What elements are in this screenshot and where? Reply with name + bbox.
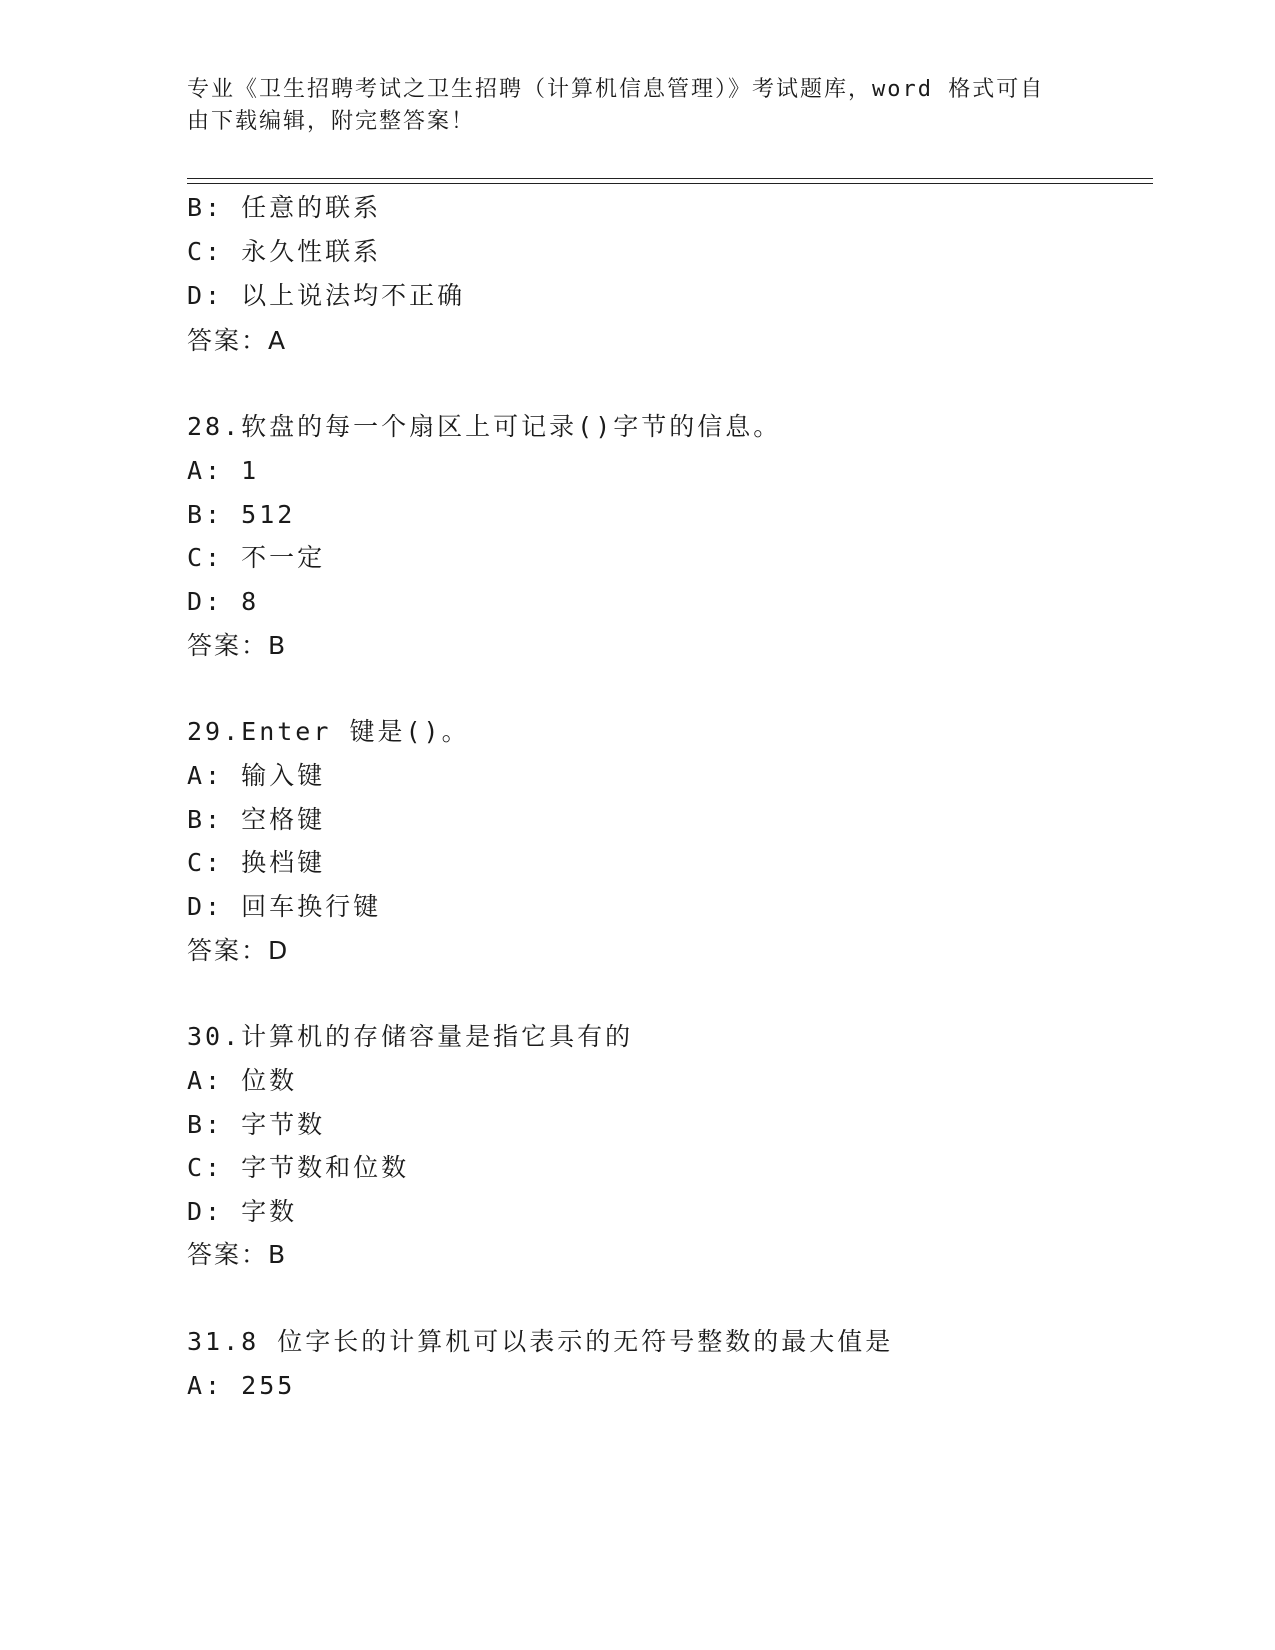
question-text: 30.计算机的存储容量是指它具有的	[187, 1022, 634, 1051]
answer: 答案：A	[187, 326, 288, 355]
option-a: A: 1	[187, 456, 260, 485]
option-c: C: 不一定	[187, 543, 326, 572]
option-d: D: 8	[187, 587, 260, 616]
option-b: B: 512	[187, 500, 296, 529]
option-b: B: 空格键	[187, 805, 326, 834]
option-b: B: 字节数	[187, 1110, 326, 1139]
document-header	[187, 74, 1087, 138]
answer: 答案：B	[187, 631, 288, 660]
option-c: C: 字节数和位数	[187, 1153, 410, 1182]
header-line-2: 由下载编辑，附完整答案！	[187, 109, 476, 134]
option-a: A: 255	[187, 1371, 296, 1400]
header-line-1: 专业《卫生招聘考试之卫生招聘（计算机信息管理）》考试题库，word 格式可自	[187, 77, 1045, 102]
header-rule-top	[187, 178, 1153, 179]
question-text: 31.8 位字长的计算机可以表示的无符号整数的最大值是	[187, 1327, 894, 1356]
option-d: D: 字数	[187, 1197, 298, 1226]
option-c: C: 永久性联系	[187, 237, 382, 266]
option-b: B: 任意的联系	[187, 193, 382, 222]
header-rule-bottom	[187, 183, 1153, 184]
option-d: D: 以上说法均不正确	[187, 281, 466, 310]
question-text: 29.Enter 键是()。	[187, 717, 470, 746]
answer: 答案：B	[187, 1240, 288, 1269]
option-c: C: 换档键	[187, 848, 326, 877]
option-a: A: 输入键	[187, 761, 326, 790]
option-d: D: 回车换行键	[187, 892, 382, 921]
question-text: 28.软盘的每一个扇区上可记录()字节的信息。	[187, 412, 782, 441]
option-a: A: 位数	[187, 1066, 298, 1095]
answer: 答案：D	[187, 936, 290, 965]
